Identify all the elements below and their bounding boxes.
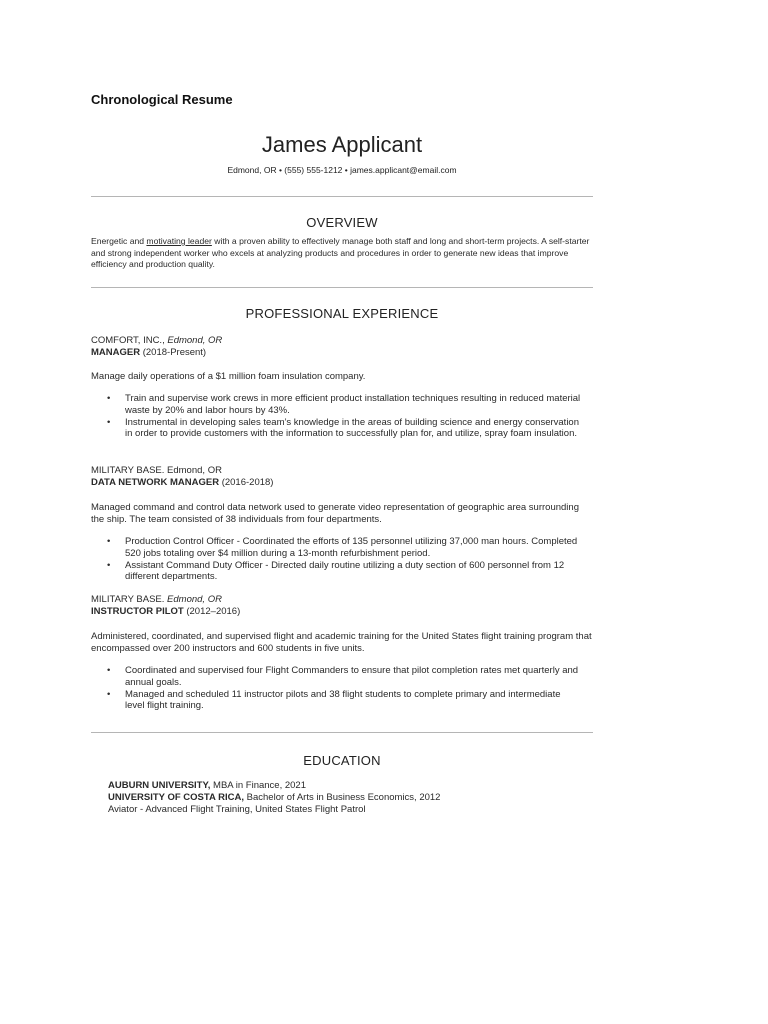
job-bullet: • Coordinated and supervised four Flight Commanders to ensure that pilot completion rates met quarterly and annual goals.	[91, 665, 581, 689]
divider	[91, 287, 593, 288]
job-bullets	[91, 536, 581, 583]
job-company-line	[91, 465, 222, 476]
job-dates: (2016-2018)	[219, 477, 274, 488]
education-school: AUBURN UNIVERSITY,	[108, 780, 211, 791]
job-dates: (2012–2016)	[183, 606, 241, 617]
job-title-line	[91, 606, 240, 617]
education-detail: Aviator - Advanced Flight Training, United States Flight Patrol	[108, 804, 366, 815]
applicant-name: James Applicant	[261, 132, 423, 157]
job-company: MILITARY BASE.	[91, 594, 168, 605]
job-position: MANAGER	[91, 347, 141, 358]
education-entry	[108, 804, 366, 815]
education-detail: MBA in Finance, 2021	[210, 780, 306, 791]
job-company: COMFORT, INC.,	[91, 335, 168, 346]
job-bullets	[91, 665, 581, 712]
job-company: MILITARY BASE. Edmond, OR	[91, 465, 222, 476]
contact-line: Edmond, OR • (555) 555-1212 • james.applicant@email.com	[227, 165, 457, 175]
education-entry	[108, 792, 440, 803]
job-title-line	[91, 347, 206, 358]
job-bullet: • Managed and scheduled 11 instructor pilots and 38 flight students to complete primary and intermediate level flight training.	[91, 689, 581, 713]
job-position: INSTRUCTOR PILOT	[91, 606, 184, 617]
job-title-line	[91, 477, 273, 488]
overview-paragraph	[91, 236, 593, 271]
divider	[91, 732, 593, 733]
job-company-line	[91, 335, 222, 346]
job-company-line	[91, 594, 222, 605]
job-summary: Administered, coordinated, and supervised flight and academic training for the United States flight training program that encompassed over 200 instructors and 600 students in five units.	[91, 631, 592, 654]
job-bullet: • Instrumental in developing sales team’s knowledge in the areas of building science and energy conservation in order to provide customers with the information to successfully plan for, and utilize, spray foam insulation.	[91, 417, 581, 441]
job-bullets	[91, 393, 581, 440]
overview-text-underlined: motivating leader	[146, 236, 212, 246]
job-location: Edmond, OR	[167, 594, 222, 605]
education-school: UNIVERSITY OF COSTA RICA,	[108, 792, 245, 803]
overview-heading: OVERVIEW	[306, 215, 378, 230]
job-bullet: • Train and supervise work crews in more efficient product installation techniques resulting in reduced material waste by 20% and labor hours by 43%.	[91, 393, 581, 417]
divider	[91, 196, 593, 197]
job-summary: Manage daily operations of a $1 million foam insulation company.	[91, 371, 366, 382]
education-entry	[108, 780, 306, 791]
job-dates: (2018-Present)	[140, 347, 207, 358]
overview-text-start: Energetic and	[91, 236, 147, 246]
document-label: Chronological Resume	[91, 92, 233, 107]
job-bullet: • Assistant Command Duty Officer - Directed daily routine utilizing a duty section of 600 personnel from 12 different departments.	[91, 560, 581, 584]
experience-heading: PROFESSIONAL EXPERIENCE	[245, 306, 439, 321]
education-detail: Bachelor of Arts in Business Economics, 2012	[244, 792, 441, 803]
overview-text-rest: with a proven ability to effectively manage both staff and long and short-term projects. A self-starter and strong independent worker who excels at analyzing products and procedures in order to generate new ideas that improve efficiency and production quality.	[91, 236, 590, 269]
job-position: DATA NETWORK MANAGER	[91, 477, 220, 488]
job-summary: Managed command and control data network used to generate video representation of geographic area surrounding the ship. The team consisted of 38 individuals from four departments.	[91, 502, 579, 525]
job-bullet: • Production Control Officer - Coordinated the efforts of 135 personnel utilizing 37,000 man hours. Completed 520 jobs totaling over $4 million during a 13-month refurbishment period.	[91, 536, 581, 560]
education-heading: EDUCATION	[303, 753, 381, 768]
job-location: Edmond, OR	[167, 335, 223, 346]
